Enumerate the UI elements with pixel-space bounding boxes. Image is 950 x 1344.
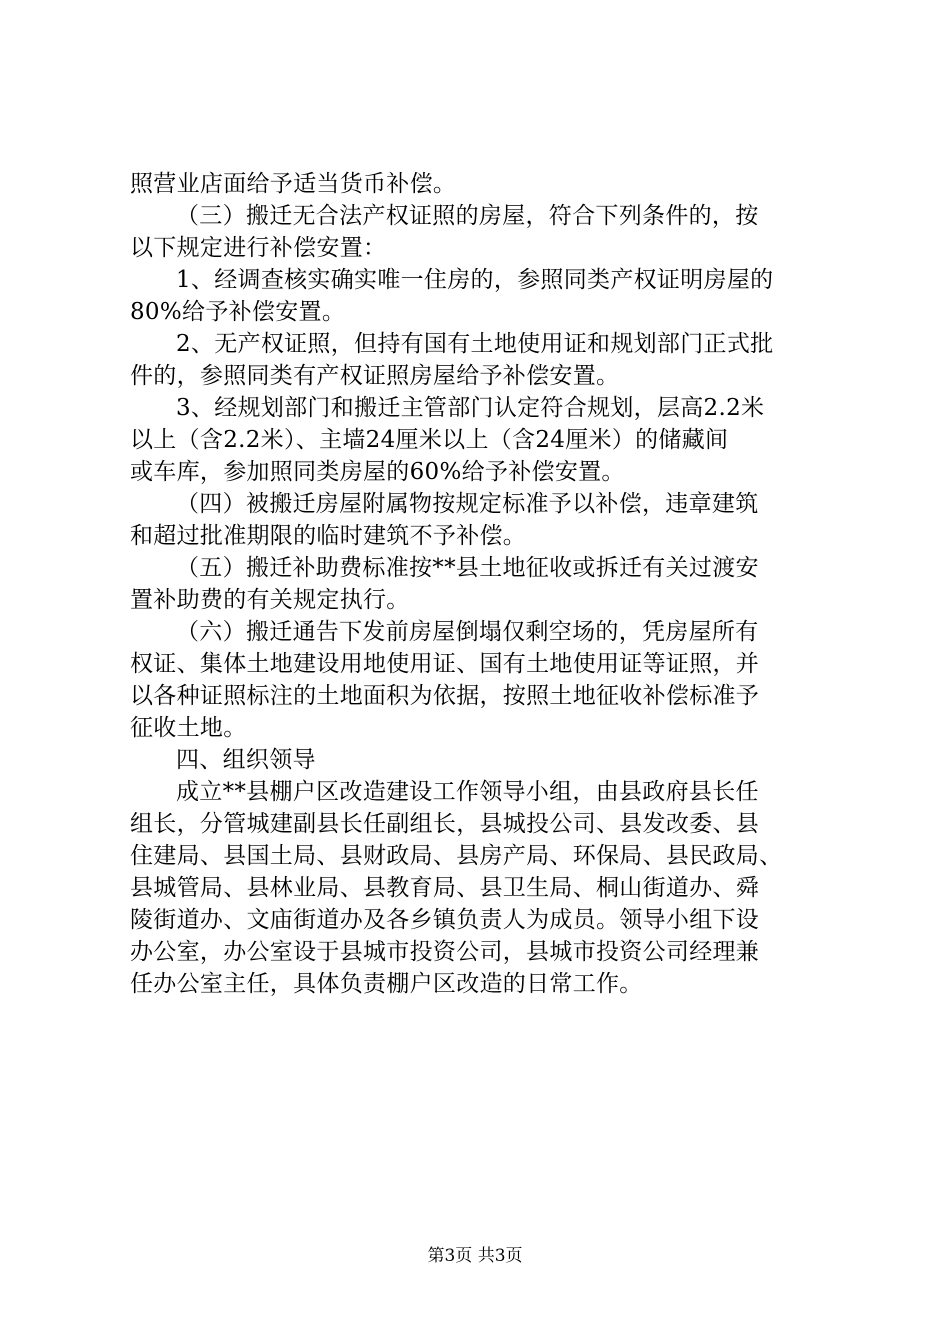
text-line: 成立**县棚户区改造建设工作领导小组，由县政府县长任 xyxy=(176,779,759,805)
text-line: 照营业店面给予适当货币补偿。 xyxy=(130,171,457,197)
text-line: 四、组织领导 xyxy=(176,747,316,773)
text-line: 80%给予补偿安置。 xyxy=(130,299,346,325)
text-line: 2、无产权证照，但持有国有土地使用证和规划部门正式批 xyxy=(176,331,774,357)
text-line: 以上（含2.2米）、主墙24厘米以上（含24厘米）的储藏间 xyxy=(130,427,729,453)
text-line: （四）被搬迁房屋附属物按规定标准予以补偿，违章建筑 xyxy=(176,491,759,517)
text-line: 征收土地。 xyxy=(130,715,247,741)
text-line: 以下规定进行补偿安置： xyxy=(130,235,387,261)
text-line: （五）搬迁补助费标准按**县土地征收或拆迁有关过渡安 xyxy=(176,555,759,581)
text-line: 县城管局、县林业局、县教育局、县卫生局、桐山街道办、舜 xyxy=(130,875,760,901)
text-line: 权证、集体土地建设用地使用证、国有土地使用证等证照，并 xyxy=(130,651,760,677)
text-line: 3、经规划部门和搬迁主管部门认定符合规划，层高2.2米 xyxy=(176,395,765,421)
text-line: 陵街道办、文庙街道办及各乡镇负责人为成员。领导小组下设 xyxy=(130,907,760,933)
text-line: 和超过批准期限的临时建筑不予补偿。 xyxy=(130,523,527,549)
page-footer: 第3页 共3页 xyxy=(427,1246,523,1266)
text-line: 住建局、县国土局、县财政局、县房产局、环保局、县民政局、 xyxy=(130,843,783,869)
text-line: 办公室，办公室设于县城市投资公司，县城市投资公司经理兼 xyxy=(130,939,760,965)
text-line: 以各种证照标注的土地面积为依据，按照土地征收补偿标准予 xyxy=(130,683,760,709)
text-line: 1、经调查核实确实唯一住房的，参照同类产权证明房屋的 xyxy=(176,267,774,293)
text-line: 或车库，参加照同类房屋的60%给予补偿安置。 xyxy=(130,459,625,485)
text-line: 置补助费的有关规定执行。 xyxy=(130,587,410,613)
document-body xyxy=(130,168,830,1000)
text-line: 组长，分管城建副县长任副组长，县城投公司、县发改委、县 xyxy=(130,811,760,837)
text-line: （三）搬迁无合法产权证照的房屋，符合下列条件的，按 xyxy=(176,203,759,229)
text-line: 任办公室主任，具体负责棚户区改造的日常工作。 xyxy=(130,971,643,997)
text-line: 件的，参照同类有产权证照房屋给予补偿安置。 xyxy=(130,363,620,389)
text-line: （六）搬迁通告下发前房屋倒塌仅剩空场的，凭房屋所有 xyxy=(176,619,759,645)
